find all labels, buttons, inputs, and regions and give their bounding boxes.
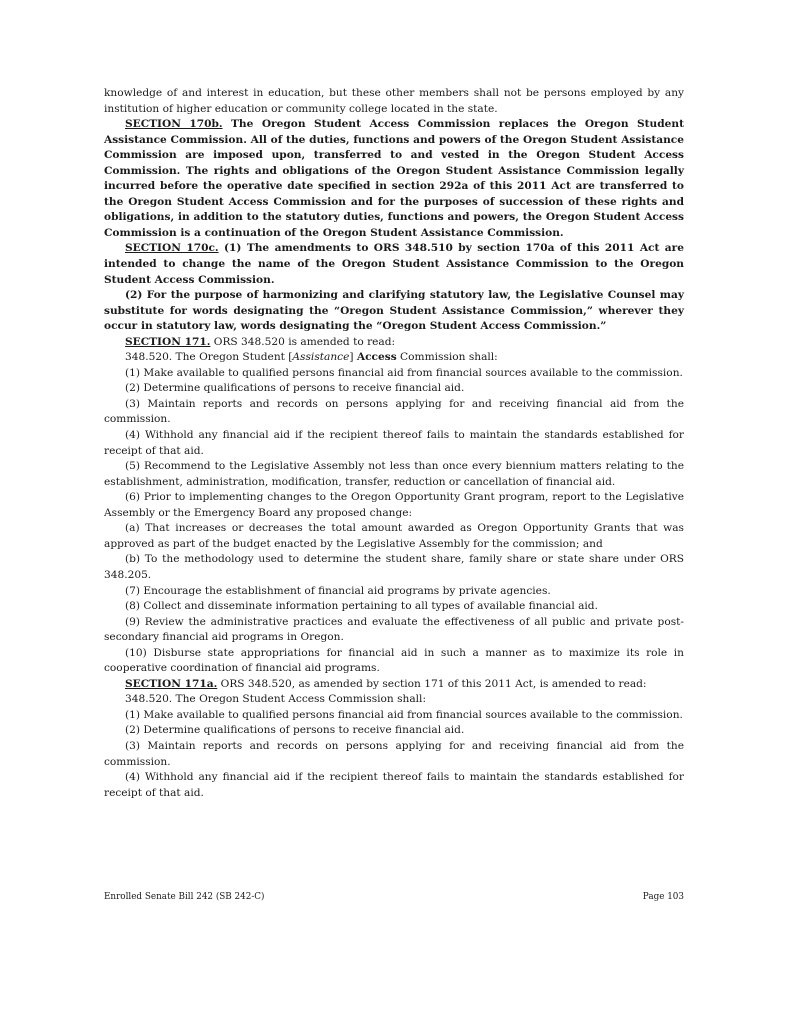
document-body bbox=[104, 86, 684, 801]
deleted-text: Assistance bbox=[292, 351, 350, 364]
section-heading: SECTION 171. bbox=[125, 335, 211, 348]
paragraph: 348.520. The Oregon Student Access Commission shall: bbox=[125, 693, 427, 706]
paragraph: (4) Withhold any financial aid if the recipient thereof fails to maintain the standards established for receipt of that aid. bbox=[104, 429, 684, 457]
paragraph: (4) Withhold any financial aid if the recipient thereof fails to maintain the standards established for receipt of that aid. bbox=[104, 771, 684, 799]
paragraph: (2) Determine qualifications of persons to receive financial aid. bbox=[125, 724, 465, 737]
paragraph: (2) Determine qualifications of persons to receive financial aid. bbox=[125, 382, 465, 395]
paragraph: (9) Review the administrative practices and evaluate the effectiveness of all public and private post-secondary financial aid programs in Oregon. bbox=[104, 615, 684, 644]
paragraph: SECTION 171. ORS 348.520 is amended to read: bbox=[125, 335, 396, 348]
paragraph: (6) Prior to implementing changes to the Oregon Opportunity Grant program, report to the Legislative Assembly or the Emergency Board any proposed change: bbox=[104, 491, 684, 519]
page-number: Page 103 bbox=[642, 892, 684, 902]
paragraph: (1) Make available to qualified persons financial aid from financial sources available to the commission. bbox=[125, 366, 683, 379]
section-heading: SECTION 170c. bbox=[125, 242, 219, 255]
paragraph: (7) Encourage the establishment of financial aid programs by private agencies. bbox=[125, 584, 551, 597]
amended-statute-heading: 348.520. The Oregon Student [Assistance] Access Commission shall: bbox=[125, 351, 498, 364]
paragraph: (1) Make available to qualified persons financial aid from financial sources available to the commission. bbox=[125, 708, 683, 721]
section-heading: SECTION 171a. bbox=[125, 677, 218, 690]
section-heading: SECTION 170b. bbox=[125, 118, 223, 131]
bill-identifier: Enrolled Senate Bill 242 (SB 242-C) bbox=[104, 892, 265, 902]
page-footer bbox=[104, 892, 684, 902]
paragraph: (a) That increases or decreases the total amount awarded as Oregon Opportunity Grants that was approved as part of the budget enacted by the Legislative Assembly for the commission; and bbox=[104, 522, 684, 550]
paragraph: knowledge of and interest in education, but these other members shall not be persons employed by any institution of higher education or community college located in the state. bbox=[104, 87, 684, 115]
paragraph: (3) Maintain reports and records on persons applying for and receiving financial aid from the commission. bbox=[104, 739, 684, 768]
added-text: Access bbox=[356, 351, 397, 364]
paragraph: SECTION 170c. (1) The amendments to ORS 348.510 by section 170a of this 2011 Act are intended to change the name of the Oregon Student Assistance Commission to the Oregon Student Access Commission. bbox=[104, 242, 684, 286]
paragraph: (2) For the purpose of harmonizing and clarifying statutory law, the Legislative Counsel may substitute for words designating the “Oregon Student Assistance Commission,” wherever they occur in statutory law, words designating the “Oregon Student Access Commission.” bbox=[104, 289, 684, 333]
paragraph: (5) Recommend to the Legislative Assembly not less than once every biennium matters relating to the establishment, administration, modification, transfer, reduction or cancellation of financial aid. bbox=[104, 460, 684, 488]
paragraph: (10) Disburse state appropriations for financial aid in such a manner as to maximize its role in cooperative coordination of financial aid programs. bbox=[104, 646, 684, 675]
paragraph: SECTION 170b. The Oregon Student Access Commission replaces the Oregon Student Assistance Commission. All of the duties, functions and powers of the Oregon Student Assistance Commission are imposed upon, transferred to and vested in the Oregon Student Access Commission. The rights and obligations of the Oregon Student Assistance Commission legally incurred before the operative date specified in section 292a of this 2011 Act are transferred to the Oregon Student Access Commission and for the purposes of succession of these rights and obligations, in addition to the statutory duties, functions and powers, the Oregon Student Access Commission is a continuation of the Oregon Student Assistance Commission. bbox=[104, 118, 684, 239]
paragraph: (3) Maintain reports and records on persons applying for and receiving financial aid from the commission. bbox=[104, 397, 684, 426]
paragraph: SECTION 171a. ORS 348.520, as amended by section 171 of this 2011 Act, is amended to read: bbox=[125, 677, 647, 690]
paragraph: (b) To the methodology used to determine the student share, family share or state share under ORS 348.205. bbox=[104, 553, 684, 581]
paragraph: (8) Collect and disseminate information pertaining to all types of available financial aid. bbox=[125, 600, 598, 613]
